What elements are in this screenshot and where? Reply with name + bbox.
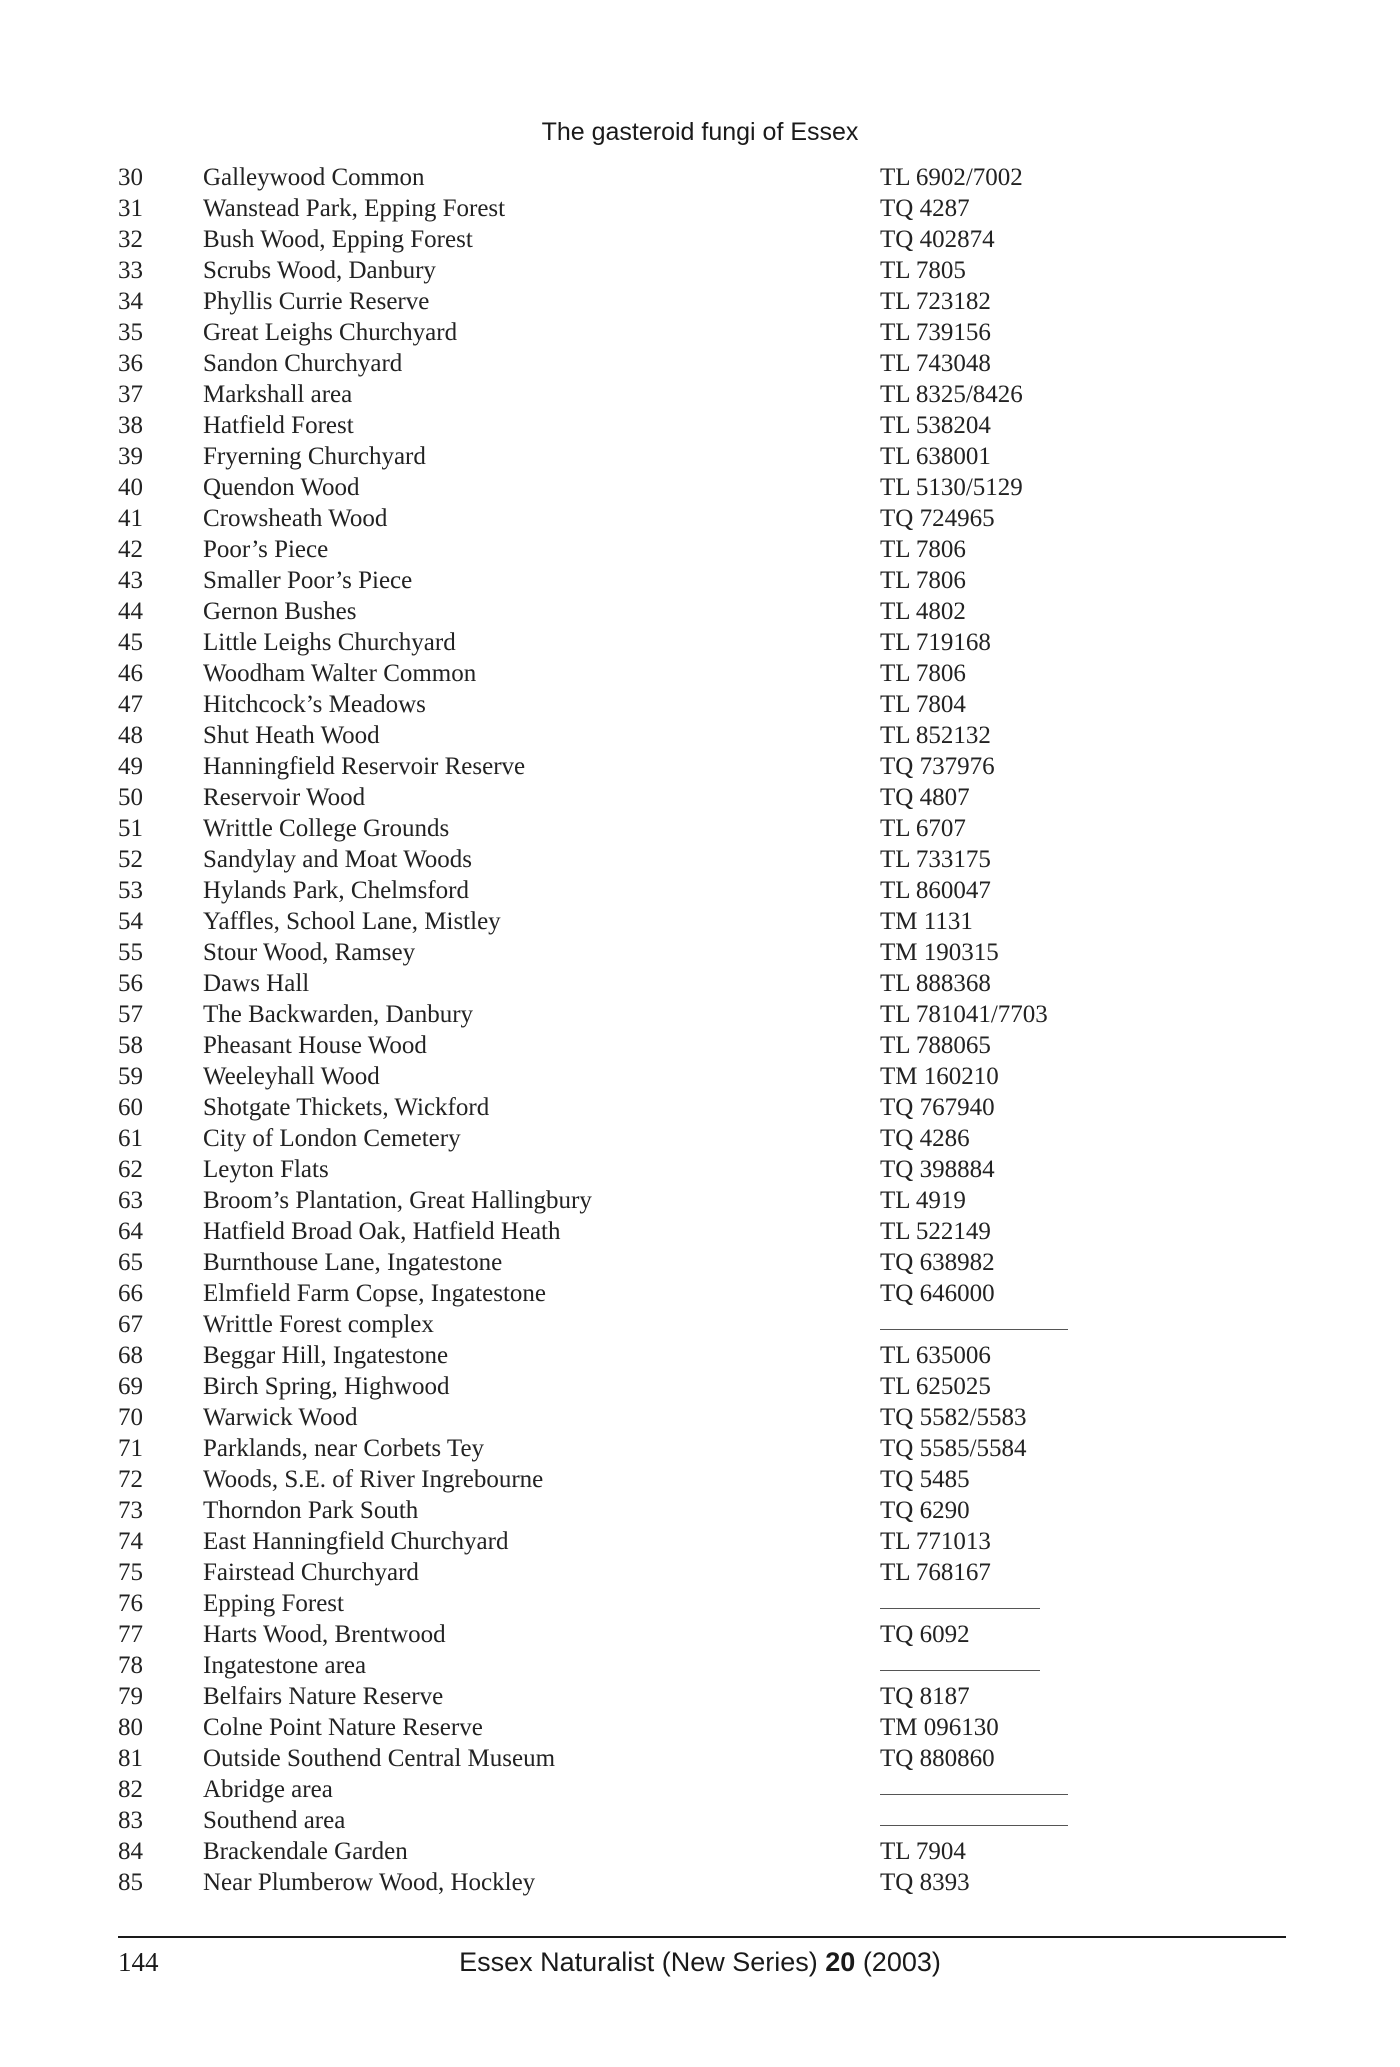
site-name: Stour Wood, Ramsey xyxy=(203,939,416,966)
site-row xyxy=(0,1371,1400,1402)
grid-reference-blank-line xyxy=(880,1794,1068,1795)
grid-reference: TL 788065 xyxy=(880,1032,991,1059)
site-name: Reservoir Wood xyxy=(203,784,366,811)
site-name: Outside Southend Central Museum xyxy=(203,1745,556,1772)
site-row xyxy=(0,317,1400,348)
site-name: Phyllis Currie Reserve xyxy=(203,288,430,315)
site-number: 84 xyxy=(118,1838,143,1865)
site-number: 62 xyxy=(118,1156,143,1183)
site-row xyxy=(0,658,1400,689)
site-row xyxy=(0,1247,1400,1278)
site-number: 67 xyxy=(118,1311,143,1338)
grid-reference: TL 888368 xyxy=(880,970,991,997)
site-row xyxy=(0,1185,1400,1216)
grid-reference: TL 743048 xyxy=(880,350,991,377)
site-row xyxy=(0,162,1400,193)
site-row xyxy=(0,410,1400,441)
grid-reference: TQ 724965 xyxy=(880,505,995,532)
site-number: 35 xyxy=(118,319,143,346)
site-number: 52 xyxy=(118,846,143,873)
site-row xyxy=(0,1123,1400,1154)
grid-reference: TL 538204 xyxy=(880,412,991,439)
site-number: 32 xyxy=(118,226,143,253)
grid-reference: TQ 4286 xyxy=(880,1125,970,1152)
site-name: Epping Forest xyxy=(203,1590,344,1617)
site-number: 34 xyxy=(118,288,143,315)
grid-reference: TL 7806 xyxy=(880,660,966,687)
site-name: Gernon Bushes xyxy=(203,598,357,625)
grid-reference: TQ 638982 xyxy=(880,1249,995,1276)
site-number: 65 xyxy=(118,1249,143,1276)
site-row xyxy=(0,1340,1400,1371)
site-number: 75 xyxy=(118,1559,143,1586)
site-number: 39 xyxy=(118,443,143,470)
site-row xyxy=(0,1278,1400,1309)
site-name: Burnthouse Lane, Ingatestone xyxy=(203,1249,503,1276)
grid-reference: TQ 5585/5584 xyxy=(880,1435,1027,1462)
site-name: Hanningfield Reservoir Reserve xyxy=(203,753,526,780)
site-name: Woods, S.E. of River Ingrebourne xyxy=(203,1466,544,1493)
site-number: 59 xyxy=(118,1063,143,1090)
site-row xyxy=(0,286,1400,317)
grid-reference: TQ 737976 xyxy=(880,753,995,780)
site-row xyxy=(0,751,1400,782)
site-row xyxy=(0,1650,1400,1681)
site-name: East Hanningfield Churchyard xyxy=(203,1528,509,1555)
site-number: 76 xyxy=(118,1590,143,1617)
site-name: Crowsheath Wood xyxy=(203,505,388,532)
site-name: Shut Heath Wood xyxy=(203,722,380,749)
site-name: Abridge area xyxy=(203,1776,333,1803)
grid-reference: TL 739156 xyxy=(880,319,991,346)
site-name: Hatfield Broad Oak, Hatfield Heath xyxy=(203,1218,561,1245)
site-row xyxy=(0,1619,1400,1650)
site-name: Galleywood Common xyxy=(203,164,425,191)
journal-citation xyxy=(0,1947,1400,1978)
grid-reference: TQ 6092 xyxy=(880,1621,970,1648)
site-name: The Backwarden, Danbury xyxy=(203,1001,474,1028)
site-row xyxy=(0,1030,1400,1061)
site-number: 68 xyxy=(118,1342,143,1369)
site-number: 55 xyxy=(118,939,143,966)
site-name: Wanstead Park, Epping Forest xyxy=(203,195,506,222)
grid-reference: TL 781041/7703 xyxy=(880,1001,1048,1028)
journal-volume: 20 xyxy=(825,1947,856,1977)
grid-reference: TL 625025 xyxy=(880,1373,991,1400)
site-name: Broom’s Plantation, Great Hallingbury xyxy=(203,1187,592,1214)
site-name: Bush Wood, Epping Forest xyxy=(203,226,473,253)
grid-reference: TL 4802 xyxy=(880,598,966,625)
site-number: 49 xyxy=(118,753,143,780)
site-row xyxy=(0,1805,1400,1836)
journal-title: Essex Naturalist (New Series) xyxy=(459,1947,818,1977)
grid-reference: TL 6902/7002 xyxy=(880,164,1023,191)
site-number: 33 xyxy=(118,257,143,284)
grid-reference: TQ 6290 xyxy=(880,1497,970,1524)
site-row xyxy=(0,1464,1400,1495)
grid-reference: TQ 398884 xyxy=(880,1156,995,1183)
site-name: Harts Wood, Brentwood xyxy=(203,1621,446,1648)
site-name: Elmfield Farm Copse, Ingatestone xyxy=(203,1280,546,1307)
site-row xyxy=(0,596,1400,627)
site-name: Thorndon Park South xyxy=(203,1497,419,1524)
site-number: 61 xyxy=(118,1125,143,1152)
site-row xyxy=(0,534,1400,565)
site-number: 40 xyxy=(118,474,143,501)
site-row xyxy=(0,1433,1400,1464)
site-name: City of London Cemetery xyxy=(203,1125,461,1152)
grid-reference: TQ 8187 xyxy=(880,1683,970,1710)
site-name: Sandylay and Moat Woods xyxy=(203,846,473,873)
journal-year: (2003) xyxy=(862,1947,941,1977)
site-name: Fryerning Churchyard xyxy=(203,443,426,470)
site-number: 56 xyxy=(118,970,143,997)
grid-reference: TL 723182 xyxy=(880,288,991,315)
grid-reference: TQ 767940 xyxy=(880,1094,995,1121)
site-list xyxy=(0,162,1400,1898)
site-name: Beggar Hill, Ingatestone xyxy=(203,1342,449,1369)
site-row xyxy=(0,1495,1400,1526)
grid-reference: TL 860047 xyxy=(880,877,991,904)
site-row xyxy=(0,472,1400,503)
running-title: The gasteroid fungi of Essex xyxy=(541,118,859,146)
site-name: Writtle Forest complex xyxy=(203,1311,434,1338)
grid-reference: TL 635006 xyxy=(880,1342,991,1369)
site-number: 50 xyxy=(118,784,143,811)
site-number: 44 xyxy=(118,598,143,625)
site-row xyxy=(0,906,1400,937)
grid-reference: TL 768167 xyxy=(880,1559,991,1586)
site-number: 77 xyxy=(118,1621,143,1648)
site-name: Colne Point Nature Reserve xyxy=(203,1714,483,1741)
site-number: 80 xyxy=(118,1714,143,1741)
site-row xyxy=(0,1309,1400,1340)
grid-reference: TL 719168 xyxy=(880,629,991,656)
site-row xyxy=(0,193,1400,224)
site-number: 45 xyxy=(118,629,143,656)
grid-reference-blank-line xyxy=(880,1608,1040,1609)
site-number: 53 xyxy=(118,877,143,904)
site-name: Writtle College Grounds xyxy=(203,815,450,842)
site-row xyxy=(0,999,1400,1030)
site-name: Smaller Poor’s Piece xyxy=(203,567,413,594)
site-name: Hitchcock’s Meadows xyxy=(203,691,426,718)
site-number: 71 xyxy=(118,1435,143,1462)
grid-reference: TL 7806 xyxy=(880,567,966,594)
grid-reference: TL 7806 xyxy=(880,536,966,563)
grid-reference: TL 522149 xyxy=(880,1218,991,1245)
grid-reference: TM 1131 xyxy=(880,908,973,935)
site-row xyxy=(0,224,1400,255)
site-row xyxy=(0,689,1400,720)
grid-reference: TQ 4807 xyxy=(880,784,970,811)
grid-reference: TL 7805 xyxy=(880,257,966,284)
site-name: Woodham Walter Common xyxy=(203,660,477,687)
site-row xyxy=(0,1867,1400,1898)
site-row xyxy=(0,255,1400,286)
site-number: 69 xyxy=(118,1373,143,1400)
site-number: 60 xyxy=(118,1094,143,1121)
site-name: Quendon Wood xyxy=(203,474,360,501)
site-name: Poor’s Piece xyxy=(203,536,329,563)
grid-reference: TL 8325/8426 xyxy=(880,381,1023,408)
site-name: Scrubs Wood, Danbury xyxy=(203,257,436,284)
site-number: 38 xyxy=(118,412,143,439)
site-row xyxy=(0,937,1400,968)
site-row xyxy=(0,503,1400,534)
grid-reference-blank-line xyxy=(880,1670,1040,1671)
site-name: Great Leighs Churchyard xyxy=(203,319,458,346)
site-number: 46 xyxy=(118,660,143,687)
grid-reference-blank-line xyxy=(880,1825,1068,1826)
site-number: 43 xyxy=(118,567,143,594)
site-number: 36 xyxy=(118,350,143,377)
site-name: Weeleyhall Wood xyxy=(203,1063,380,1090)
site-number: 54 xyxy=(118,908,143,935)
site-number: 66 xyxy=(118,1280,143,1307)
site-number: 70 xyxy=(118,1404,143,1431)
site-name: Brackendale Garden xyxy=(203,1838,408,1865)
grid-reference: TL 733175 xyxy=(880,846,991,873)
site-row xyxy=(0,1588,1400,1619)
site-row xyxy=(0,348,1400,379)
site-name: Daws Hall xyxy=(203,970,310,997)
site-number: 81 xyxy=(118,1745,143,1772)
grid-reference-blank-line xyxy=(880,1329,1068,1330)
grid-reference: TL 4919 xyxy=(880,1187,966,1214)
site-number: 79 xyxy=(118,1683,143,1710)
site-number: 51 xyxy=(118,815,143,842)
site-row xyxy=(0,441,1400,472)
site-name: Sandon Churchyard xyxy=(203,350,403,377)
site-name: Belfairs Nature Reserve xyxy=(203,1683,444,1710)
grid-reference: TQ 8393 xyxy=(880,1869,970,1896)
site-row xyxy=(0,1743,1400,1774)
grid-reference: TQ 880860 xyxy=(880,1745,995,1772)
grid-reference: TM 096130 xyxy=(880,1714,999,1741)
grid-reference: TQ 5485 xyxy=(880,1466,970,1493)
site-row xyxy=(0,1061,1400,1092)
site-name: Markshall area xyxy=(203,381,353,408)
site-row xyxy=(0,1526,1400,1557)
site-row xyxy=(0,1402,1400,1433)
site-row xyxy=(0,968,1400,999)
site-row xyxy=(0,1557,1400,1588)
site-name: Near Plumberow Wood, Hockley xyxy=(203,1869,536,1896)
grid-reference: TQ 646000 xyxy=(880,1280,995,1307)
grid-reference: TL 7904 xyxy=(880,1838,966,1865)
site-name: Ingatestone area xyxy=(203,1652,367,1679)
site-row xyxy=(0,1092,1400,1123)
site-row xyxy=(0,565,1400,596)
grid-reference: TM 190315 xyxy=(880,939,999,966)
site-name: Parklands, near Corbets Tey xyxy=(203,1435,485,1462)
grid-reference: TL 638001 xyxy=(880,443,991,470)
site-row xyxy=(0,1216,1400,1247)
grid-reference: TL 5130/5129 xyxy=(880,474,1023,501)
site-row xyxy=(0,1836,1400,1867)
site-name: Yaffles, School Lane, Mistley xyxy=(203,908,501,935)
site-name: Birch Spring, Highwood xyxy=(203,1373,450,1400)
site-number: 42 xyxy=(118,536,143,563)
site-row xyxy=(0,627,1400,658)
site-name: Pheasant House Wood xyxy=(203,1032,427,1059)
site-row xyxy=(0,813,1400,844)
site-number: 63 xyxy=(118,1187,143,1214)
site-number: 85 xyxy=(118,1869,143,1896)
grid-reference: TQ 5582/5583 xyxy=(880,1404,1027,1431)
site-number: 37 xyxy=(118,381,143,408)
grid-reference: TL 7804 xyxy=(880,691,966,718)
grid-reference: TL 771013 xyxy=(880,1528,991,1555)
grid-reference: TM 160210 xyxy=(880,1063,999,1090)
grid-reference: TL 852132 xyxy=(880,722,991,749)
site-row xyxy=(0,1681,1400,1712)
site-number: 74 xyxy=(118,1528,143,1555)
site-number: 31 xyxy=(118,195,143,222)
grid-reference: TQ 402874 xyxy=(880,226,995,253)
site-number: 64 xyxy=(118,1218,143,1245)
site-number: 58 xyxy=(118,1032,143,1059)
grid-reference: TL 6707 xyxy=(880,815,966,842)
site-number: 57 xyxy=(118,1001,143,1028)
site-number: 83 xyxy=(118,1807,143,1834)
site-number: 73 xyxy=(118,1497,143,1524)
site-row xyxy=(0,379,1400,410)
site-row xyxy=(0,1154,1400,1185)
grid-reference: TQ 4287 xyxy=(880,195,970,222)
site-row xyxy=(0,720,1400,751)
site-row xyxy=(0,875,1400,906)
site-number: 41 xyxy=(118,505,143,532)
site-number: 82 xyxy=(118,1776,143,1803)
site-row xyxy=(0,1712,1400,1743)
site-name: Hylands Park, Chelmsford xyxy=(203,877,469,904)
site-number: 78 xyxy=(118,1652,143,1679)
site-row xyxy=(0,1774,1400,1805)
site-number: 48 xyxy=(118,722,143,749)
site-name: Hatfield Forest xyxy=(203,412,354,439)
page-number: 144 xyxy=(118,1947,159,1977)
site-name: Shotgate Thickets, Wickford xyxy=(203,1094,490,1121)
footer-rule xyxy=(118,1936,1286,1938)
site-number: 47 xyxy=(118,691,143,718)
site-name: Southend area xyxy=(203,1807,346,1834)
site-row xyxy=(0,782,1400,813)
site-name: Warwick Wood xyxy=(203,1404,358,1431)
site-name: Fairstead Churchyard xyxy=(203,1559,419,1586)
site-row xyxy=(0,844,1400,875)
site-number: 30 xyxy=(118,164,143,191)
site-name: Leyton Flats xyxy=(203,1156,329,1183)
site-name: Little Leighs Churchyard xyxy=(203,629,456,656)
site-number: 72 xyxy=(118,1466,143,1493)
